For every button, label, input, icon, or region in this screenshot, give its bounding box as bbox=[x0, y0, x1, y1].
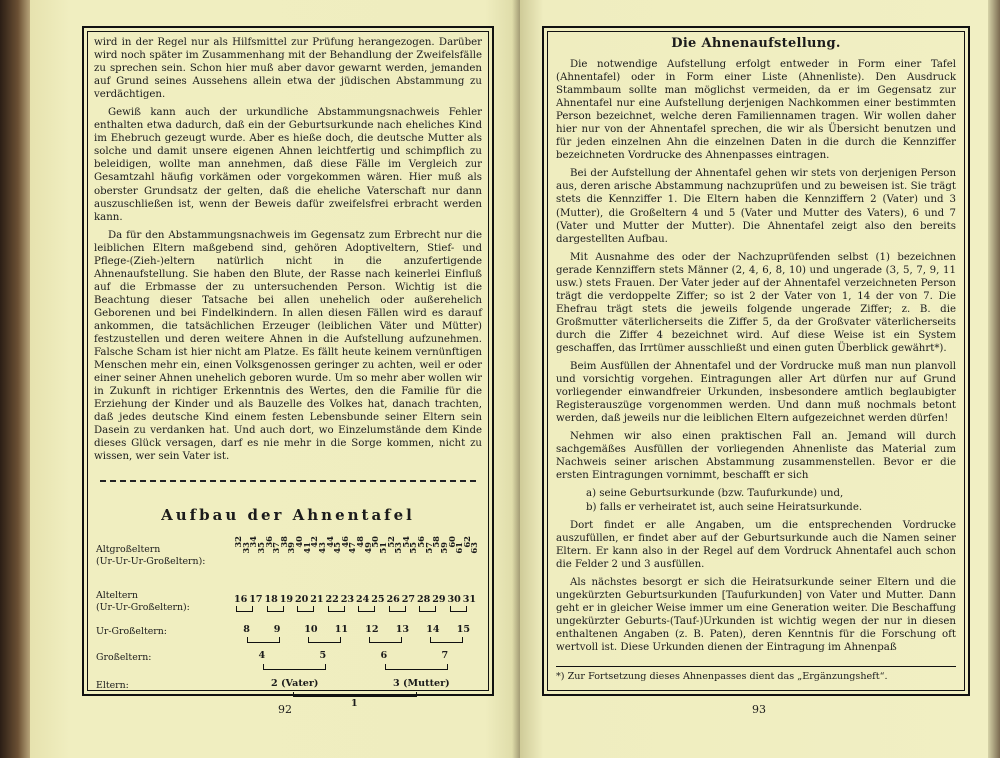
label-ur3b: (Ur-Ur-Ur-Großeltern): bbox=[96, 556, 206, 567]
ancestor-number: 58 bbox=[431, 536, 442, 548]
ancestor-number: 63 bbox=[469, 542, 480, 554]
ancestor-number: 30 bbox=[447, 594, 461, 605]
left-paragraph-3: Da für den Abstammungsnachweis im Gegensatz zum Erbrecht nur die leiblichen Eltern maßgebend sind, gehören Adoptiveltern, Stief- und Pflege-(Zieh-)eltern natürlich nicht in die anzufertigende Ahnenaufstellung. Sie haben den Blute, der Rasse nach keinerlei Einfluß auf die Erbmasse der zu untersuchenden Person. Wichtig ist die Beachtung dieser Tatsache bei allen unehelich oder außerehelich Geborenen und bei Findelkindern. In allen diesen Fällen wird es darauf ankommen, die tatsächlichen Erzeuger (leiblichen Väter und Mütter) festzustellen und deren weitere Ahnen in die Aufstellung aufzunehmen. Falsche Scham ist hier nicht am Platze. Es fällt heute keinem vernünftigen Menschen mehr ein, einen Volksgenossen geringer zu achten, weil er oder einer seiner Ahnen unehelich geboren wurde. Um so mehr aber wollen wir in Zukunft in richtiger Erkenntnis des Wertes, den die Familie für die Erziehung der Kinder und als Bauzelle des Volkes hat, danach trachten, daß jedes deutsche Kind einem festen Lebensbunde seiner Eltern sein Dasein zu verdanken hat. Und auch dort, wo Einzelumstände dem Kinde dieses Glück versagen, darf es nie mehr in die Sorge kommen, nicht zu wissen, wer sein Vater ist. bbox=[94, 229, 482, 463]
tree-bracket bbox=[358, 606, 375, 612]
tree-bracket bbox=[267, 606, 284, 612]
ahnentafel-title: Aufbau der Ahnentafel bbox=[161, 506, 415, 524]
ancestor-number: 31 bbox=[462, 594, 477, 605]
ancestor-number: 33 bbox=[240, 542, 251, 554]
ancestor-number: 18 bbox=[264, 594, 278, 605]
ancestor-number: 61 bbox=[454, 542, 465, 554]
ancestor-number: 46 bbox=[339, 536, 350, 548]
ancestor-number: 3 (Mutter) bbox=[393, 678, 450, 689]
ancestor-number: 8 bbox=[243, 624, 250, 635]
right-paragraph-4: Beim Ausfüllen der Ahnentafel und der Vordrucke muß man nun planvoll und vorsichtig vorgehen. Eintragungen aller Art dürfen nur auf Grund vorliegender einwandfreier Urkunden, insbesondere amtlich beglaubigter Registerauszüge vorgenommen werden. Und dann muß nochmals betont werden, daß jeweils nur die leiblichen Eltern aufgezeichnet werden dürfen! bbox=[556, 361, 956, 425]
tree-bracket bbox=[247, 637, 280, 643]
tree-bracket bbox=[297, 606, 314, 612]
tree-bracket bbox=[369, 637, 402, 643]
left-paragraph-1: wird in der Regel nur als Hilfsmittel zur Prüfung herangezogen. Darüber wird noch später im Zusammenhang mit der Behandlung der Zweifelsfälle zu sprechen sein. Schon hier muß aber davor gewarnt werden, jemanden auf Grund seines Aussehens allein etwa der jüdischen Abstammung zu verdächtigen. bbox=[94, 37, 482, 101]
ancestor-number: 53 bbox=[393, 542, 404, 554]
ancestor-number: 48 bbox=[355, 536, 365, 548]
label-ur1: Ur-Großeltern: bbox=[96, 626, 167, 637]
ancestor-number: 2 (Vater) bbox=[271, 678, 319, 689]
document-list bbox=[586, 487, 956, 513]
ancestor-number: 17 bbox=[249, 594, 263, 605]
ancestor-number: 45 bbox=[332, 542, 343, 554]
left-page-text bbox=[94, 36, 482, 469]
ancestor-number: 52 bbox=[385, 536, 396, 548]
right-page-number: 93 bbox=[752, 703, 766, 716]
right-page bbox=[520, 0, 988, 758]
ancestor-number: 21 bbox=[310, 594, 324, 605]
tree-bracket bbox=[236, 606, 253, 612]
ancestor-number: 15 bbox=[456, 624, 471, 635]
tree-bracket bbox=[389, 606, 406, 612]
ancestor-number: 37 bbox=[271, 542, 282, 554]
book-binding-left bbox=[0, 0, 30, 758]
ancestor-number: 6 bbox=[380, 650, 388, 661]
ancestor-number: 34 bbox=[248, 536, 259, 548]
ancestor-number: 44 bbox=[324, 536, 335, 548]
right-paragraph-2: Bei der Aufstellung der Ahnentafel gehen wir stets von derjenigen Person aus, deren arische Abstammung nachzuprüfen und zu beweisen ist. Sie trägt stets die Kennziffer 1. Die Eltern haben die Kennziffern 2 (Vater) und 3 (Mutter), die Großeltern 4 und 5 (Vater und Mutter des Vaters), 6 und 7 (Vater und Mutter der Mutter). Die Ahnentafel zeigt also den bereits dargestellten Aufbau. bbox=[556, 168, 956, 245]
ancestor-number: 39 bbox=[286, 542, 297, 554]
right-page-text bbox=[556, 58, 956, 659]
ancestor-number: 35 bbox=[255, 542, 266, 554]
ancestor-number: 16 bbox=[234, 594, 248, 605]
ancestor-number: 19 bbox=[279, 594, 294, 605]
ancestor-number: 47 bbox=[347, 542, 358, 554]
right-page-title: Die Ahnenaufstellung. bbox=[671, 36, 841, 51]
label-ur3: Altgroßeltern bbox=[96, 544, 161, 555]
label-ur2: Alteltern bbox=[96, 590, 138, 601]
ancestor-number: 5 bbox=[319, 650, 327, 661]
ancestor-number: 55 bbox=[408, 542, 419, 554]
label-ur2b: (Ur-Ur-Großeltern): bbox=[96, 602, 190, 613]
left-page bbox=[30, 0, 525, 758]
tree-bracket bbox=[308, 637, 341, 643]
tree-bracket bbox=[450, 606, 467, 612]
ancestor-number: 38 bbox=[278, 536, 289, 548]
ancestor-number: 26 bbox=[386, 594, 400, 605]
right-paragraph-1: Die notwendige Aufstellung erfolgt entweder in Form einer Tafel (Ahnentafel) oder in Form einer Liste (Ahnenliste). Den Ausdruck Stammbaum sollte man möglichst vermeiden, da er im Gegensatz zur Ahnentafel nur eine Aufstellung derjenigen Nachkommen einer bestimmten Person bezeichnet, welche deren Familiennamen tragen. Wir wollen daher hier nur von der Ahnentafel sprechen, die wir als Übersicht benutzen und für jeden einzelnen Ahn die einzelnen Daten in die durch die Kennziffer bezeichneten Vordrucke des Ahnenpasses eintragen. bbox=[556, 59, 956, 162]
ancestor-number: 40 bbox=[294, 536, 304, 548]
left-page-number: 92 bbox=[278, 703, 292, 716]
tree-bracket bbox=[430, 637, 463, 643]
list-item: b) falls er verheiratet ist, auch seine Heiratsurkunde. bbox=[586, 501, 863, 513]
ancestor-number: 1 bbox=[351, 698, 358, 709]
ancestor-number: 29 bbox=[432, 594, 446, 605]
ancestor-number: 22 bbox=[325, 594, 339, 605]
ancestor-number: 32 bbox=[233, 536, 243, 548]
list-item: a) seine Geburtsurkunde (bzw. Taufurkunde) und, bbox=[586, 488, 844, 500]
ancestor-number: 42 bbox=[309, 536, 320, 548]
ancestor-number: 12 bbox=[365, 624, 379, 635]
ancestor-number: 28 bbox=[417, 594, 431, 605]
ancestor-number: 14 bbox=[426, 624, 440, 635]
ancestor-number: 59 bbox=[438, 542, 449, 554]
right-paragraph-6: Dort findet er alle Angaben, um die entsprechenden Vordrucke auszufüllen, er findet aber auf der Geburtsurkunde auch die Namen seiner Eltern. Er kann also in der Regel auf dem Vordruck Ahnentafel auch schon die Felder 2 und 3 ausfüllen. bbox=[556, 519, 956, 570]
label-parents: Eltern: bbox=[96, 680, 129, 691]
ancestor-number: 27 bbox=[401, 594, 416, 605]
ancestor-number: 41 bbox=[301, 542, 312, 554]
tree-bracket bbox=[328, 606, 345, 612]
ancestor-number: 54 bbox=[400, 536, 411, 548]
ancestor-number: 23 bbox=[340, 594, 355, 605]
right-paragraph-3: Mit Ausnahme des oder der Nachzuprüfenden selbst (1) bezeichnen gerade Kennziffern stets Männer (2, 4, 6, 8, 10) und ungerade (3, 5, 7, 9, 11 usw.) stets Frauen. Der Vater jeder auf der Ahnentafel verzeichneten Person trägt die verdoppelte Ziffer; so ist 2 der Vater von 1, 14 der von 7. Die Ehefrau trägt stets die jeweils folgende ungerade Ziffer; z. B. die Großmutter väterlicherseits die Ziffer 5, da der Großvater väterlicherseits durch die Ziffer 4 bezeichnet wird. Auf diese Weise ist ein System geschaffen, das Irrtümer ausschließt und einen guten Überblick gewährt*). bbox=[556, 251, 956, 354]
tree-bracket bbox=[385, 664, 448, 670]
ancestor-number: 50 bbox=[370, 536, 381, 548]
ancestor-number: 24 bbox=[356, 594, 370, 605]
ancestor-number: 60 bbox=[446, 536, 457, 548]
ancestor-number: 57 bbox=[423, 542, 434, 554]
right-paragraph-7: Als nächstes besorgt er sich die Heiratsurkunde seiner Eltern und die ungekürzten Geburtsurkunden [Taufurkunden] von Vater und Mutter. Dann geht er in gleicher Weise immer um eine Generation weiter. Die Beschaffung ungekürzter Geburts-(Tauf-)Urkunden ist wichtig wegen der nur in diesen enthaltenen Angaben (z. B. Paten), deren Kenntnis für die Forschung oft wertvoll ist. Diese Urkunden dienen der Eintragung im Ahnenpaß bbox=[556, 576, 956, 653]
ancestor-number: 13 bbox=[395, 624, 410, 635]
right-page-frame bbox=[542, 26, 970, 696]
ancestor-number: 20 bbox=[295, 594, 309, 605]
ancestor-number: 49 bbox=[362, 542, 373, 554]
label-grandparents: Großeltern: bbox=[96, 652, 152, 663]
right-paragraph-5: Nehmen wir also einen praktischen Fall an. Jemand will durch sachgemäßes Ausfüllen der vorliegenden Ahnenliste das Material zum Nachweis seiner arischen Abstammung zusammenstellen. Bevor er die ersten Eintragungen vornimmt, beschafft er sich bbox=[556, 431, 956, 482]
section-divider bbox=[100, 480, 476, 482]
left-page-frame bbox=[82, 26, 494, 709]
left-paragraph-2: Gewiß kann auch der urkundliche Abstammungsnachweis Fehler enthalten etwa dadurch, daß ein der Geburtsurkunde nach eheliches Kind im Ehebruch gezeugt wurde. Aber es hieße doch, die deutsche Mutter als solche und damit unsere eigenen Ahnen leichtfertig und schimpflich zu beleidigen, wollte man annehmen, daß diese Fälle im Vergleich zur Gesamtzahl häufig vorkämen oder vorgekommen wären. Hier muß als oberster Grundsatz der gelten, daß die eheliche Vaterschaft nur dann auszuschließen ist, wenn der Beweis dafür zweifelsfrei erbracht werden kann. bbox=[94, 107, 482, 223]
ancestor-number: 11 bbox=[334, 624, 349, 635]
ancestor-number: 7 bbox=[441, 650, 449, 661]
ancestor-number: 10 bbox=[304, 624, 318, 635]
tree-bracket bbox=[293, 692, 417, 697]
ancestor-number: 9 bbox=[273, 624, 281, 635]
book-binding-right bbox=[988, 0, 1000, 758]
ancestor-number: 51 bbox=[377, 542, 388, 554]
ancestor-number: 36 bbox=[263, 536, 274, 548]
ancestor-number: 56 bbox=[416, 536, 426, 548]
footnote: *) Zur Fortsetzung dieses Ahnenpasses dient das „Ergänzungsheft“. bbox=[556, 666, 956, 682]
tree-bracket bbox=[263, 664, 326, 670]
tree-bracket bbox=[419, 606, 436, 612]
ancestor-number: 62 bbox=[461, 536, 472, 548]
ancestor-number: 4 bbox=[258, 650, 266, 661]
ancestor-number: 25 bbox=[371, 594, 385, 605]
ancestor-number: 43 bbox=[316, 542, 327, 554]
